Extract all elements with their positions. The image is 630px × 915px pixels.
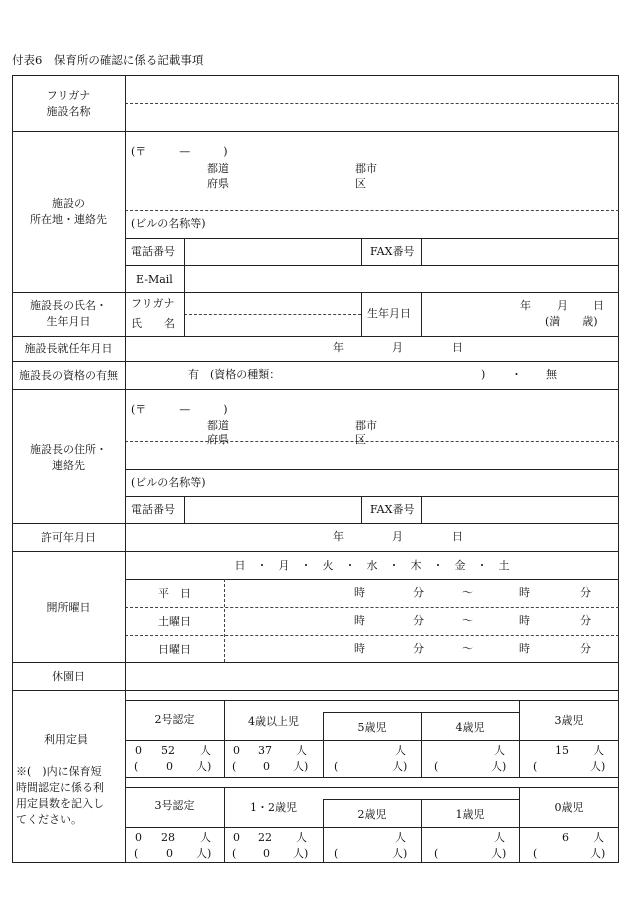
unit-label: 人: [494, 744, 505, 757]
day-label: 日: [593, 299, 604, 312]
row-divider: [125, 238, 619, 239]
qualification-close: ): [481, 368, 486, 381]
col-divider: [421, 496, 422, 523]
age0-total: 6: [562, 831, 569, 844]
opening-days-label: 開所曜日: [46, 601, 91, 614]
unit-label: 人: [200, 744, 211, 757]
unit-label: 人: [296, 744, 307, 757]
hour-label: 時: [354, 642, 365, 655]
tilde-label: ～: [462, 642, 473, 655]
group3-sub-label: 1・2歳児: [250, 801, 297, 814]
age2-label: 2歳児: [357, 808, 387, 821]
ward-label: 区: [355, 433, 366, 446]
paren-open: (: [434, 760, 439, 773]
group2-short: 0: [166, 760, 173, 773]
group3-total: 28: [161, 831, 175, 844]
row-divider: [125, 700, 619, 701]
col-divider: [361, 292, 362, 336]
row-divider: [125, 787, 619, 788]
form-title: 付表6 保育所の確認に係る記載事項: [12, 53, 204, 67]
col-divider: [184, 496, 185, 523]
qualification-no: 無: [546, 368, 557, 381]
row-divider: [125, 827, 619, 828]
birth-date-label: 生年月日: [367, 307, 411, 320]
tenure-label: 施設長就任年月日: [24, 342, 113, 355]
col-divider: [421, 238, 422, 265]
prefecture-label: 府県: [207, 433, 229, 446]
furigana-label: フリガナ: [131, 297, 175, 310]
tilde-label: ～: [462, 586, 473, 599]
tilde-label: ～: [462, 614, 473, 627]
zero-value: 0: [233, 831, 240, 844]
paren-open: (: [533, 847, 538, 860]
prefecture-label: 府県: [207, 177, 229, 190]
director-address-label: 施設長の住所・: [30, 443, 107, 456]
paren-open: (: [334, 760, 339, 773]
age4-label: 4歳児: [455, 721, 485, 734]
qualification-label: 施設長の資格の有無: [19, 369, 118, 382]
prefecture-label: 都道: [207, 162, 229, 175]
dashed-divider: [184, 314, 361, 315]
unit-label: 人: [395, 744, 406, 757]
hour-label: 時: [519, 586, 530, 599]
group2-sub-label: 4歳以上児: [248, 715, 299, 728]
paren-open: (: [232, 760, 237, 773]
col-divider: [361, 496, 362, 523]
unit-label: 人: [494, 831, 505, 844]
row-divider: [125, 777, 619, 778]
group3-label: 3号認定: [154, 799, 195, 812]
month-label: 月: [392, 530, 403, 543]
group2-label: 2号認定: [154, 713, 195, 726]
unit-label: 人: [593, 744, 604, 757]
zero-value: 0: [233, 744, 240, 757]
minute-label: 分: [413, 586, 424, 599]
capacity-note: 時間認定に係る利: [16, 781, 104, 794]
location-label: 所在地・連絡先: [30, 213, 107, 226]
capacity-note: てください。: [16, 813, 82, 826]
col-divider: [184, 238, 185, 292]
permit-date-label: 許可年月日: [41, 531, 96, 544]
row-divider: [125, 579, 619, 580]
row-divider: [125, 265, 619, 266]
qualification-dot: ・: [511, 368, 522, 381]
row-divider: [12, 690, 619, 691]
group3-sub-short: 0: [263, 847, 270, 860]
paren-unit: 人): [293, 847, 309, 860]
capacity-note: ※( )内に保育短: [16, 765, 102, 778]
dashed-col-divider: [224, 579, 225, 662]
fax-label: FAX番号: [370, 245, 415, 258]
paren-unit: 人): [590, 760, 606, 773]
paren-unit: 人): [590, 847, 606, 860]
facility-name-label: 施設名称: [46, 105, 91, 118]
col-divider: [125, 75, 126, 863]
unit-label: 人: [395, 831, 406, 844]
group2-sub-total: 37: [258, 744, 272, 757]
paren-unit: 人): [392, 760, 408, 773]
day-label: 日: [452, 530, 463, 543]
building-label: (ビルの名称等): [131, 476, 206, 489]
group2-sub-short: 0: [263, 760, 270, 773]
col-divider: [184, 292, 185, 336]
col-divider: [224, 700, 225, 777]
group3-short: 0: [166, 847, 173, 860]
prefecture-label: 都道: [207, 419, 229, 432]
zero-value: 0: [135, 744, 142, 757]
minute-label: 分: [413, 614, 424, 627]
holiday-label: 休園日: [52, 670, 85, 683]
weekday-row-label: 土曜日: [158, 615, 191, 628]
dashed-divider: [125, 210, 619, 211]
minute-label: 分: [580, 614, 591, 627]
hour-label: 時: [519, 614, 530, 627]
dashed-divider: [125, 441, 619, 442]
city-label: 郡市: [355, 419, 377, 432]
col-divider: [519, 787, 520, 863]
hour-label: 時: [519, 642, 530, 655]
row-divider: [12, 662, 619, 663]
age5-label: 5歳児: [357, 721, 387, 734]
paren-open: (: [134, 847, 139, 860]
capacity-label: 利用定員: [44, 733, 88, 746]
paren-unit: 人): [392, 847, 408, 860]
building-label: (ビルの名称等): [131, 217, 206, 230]
ward-label: 区: [355, 177, 366, 190]
month-label: 月: [557, 299, 568, 312]
row-divider: [12, 361, 619, 362]
email-label: E-Mail: [136, 273, 173, 286]
paren-open: (: [434, 847, 439, 860]
day-label: 日: [452, 341, 463, 354]
director-name-label: 生年月日: [46, 315, 91, 328]
row-divider: [125, 740, 619, 741]
weekdays-list: 日 ・ 月 ・ 火 ・ 水 ・ 木 ・ 金 ・ 土: [234, 559, 510, 572]
year-label: 年: [333, 530, 344, 543]
paren-unit: 人): [293, 760, 309, 773]
paren-unit: 人): [491, 760, 507, 773]
unit-label: 人: [296, 831, 307, 844]
minute-label: 分: [580, 642, 591, 655]
group2-total: 52: [161, 744, 175, 757]
col-divider: [519, 700, 520, 777]
row-divider: [12, 389, 619, 390]
row-divider: [125, 496, 619, 497]
paren-unit: 人): [196, 847, 212, 860]
age0-label: 0歳児: [554, 801, 584, 814]
weekday-row-label: 日曜日: [158, 643, 191, 656]
capacity-note: 用定員数を記入し: [16, 797, 104, 810]
furigana-label: フリガナ: [46, 89, 91, 102]
row-divider: [12, 131, 619, 132]
minute-label: 分: [413, 642, 424, 655]
age-label: (満 歳): [545, 315, 598, 328]
paren-open: (: [334, 847, 339, 860]
paren-open: (: [533, 760, 538, 773]
dashed-divider: [125, 103, 619, 104]
unit-label: 人: [200, 831, 211, 844]
age3-label: 3歳児: [554, 714, 584, 727]
minute-label: 分: [580, 586, 591, 599]
postal-code-label: (〒 — ): [131, 145, 228, 158]
phone-label: 電話番号: [131, 503, 175, 516]
phone-label: 電話番号: [131, 245, 175, 258]
paren-unit: 人): [491, 847, 507, 860]
row-divider: [12, 336, 619, 337]
paren-open: (: [232, 847, 237, 860]
paren-open: (: [134, 760, 139, 773]
dashed-divider: [125, 635, 619, 636]
year-label: 年: [333, 341, 344, 354]
row-divider: [12, 523, 619, 524]
zero-value: 0: [135, 831, 142, 844]
col-divider: [361, 238, 362, 265]
paren-unit: 人): [196, 760, 212, 773]
qualification-yes: 有 (資格の種類：: [188, 368, 281, 381]
city-label: 郡市: [355, 162, 377, 175]
weekday-row-label: 平 日: [158, 587, 191, 600]
row-divider: [12, 551, 619, 552]
col-divider: [224, 787, 225, 863]
age1-label: 1歳児: [455, 808, 485, 821]
month-label: 月: [392, 341, 403, 354]
director-name-label: 施設長の氏名・: [30, 299, 107, 312]
col-divider: [421, 292, 422, 336]
location-label: 施設の: [52, 197, 85, 210]
hour-label: 時: [354, 614, 365, 627]
director-address-label: 連絡先: [52, 459, 85, 472]
row-divider: [125, 469, 619, 470]
row-divider: [12, 292, 619, 293]
postal-code-label: (〒 — ): [131, 403, 228, 416]
fax-label: FAX番号: [370, 503, 415, 516]
unit-label: 人: [593, 831, 604, 844]
group3-sub-total: 22: [258, 831, 272, 844]
name-label: 氏 名: [131, 317, 175, 330]
hour-label: 時: [354, 586, 365, 599]
age3-total: 15: [555, 744, 569, 757]
year-label: 年: [520, 299, 531, 312]
dashed-divider: [125, 607, 619, 608]
